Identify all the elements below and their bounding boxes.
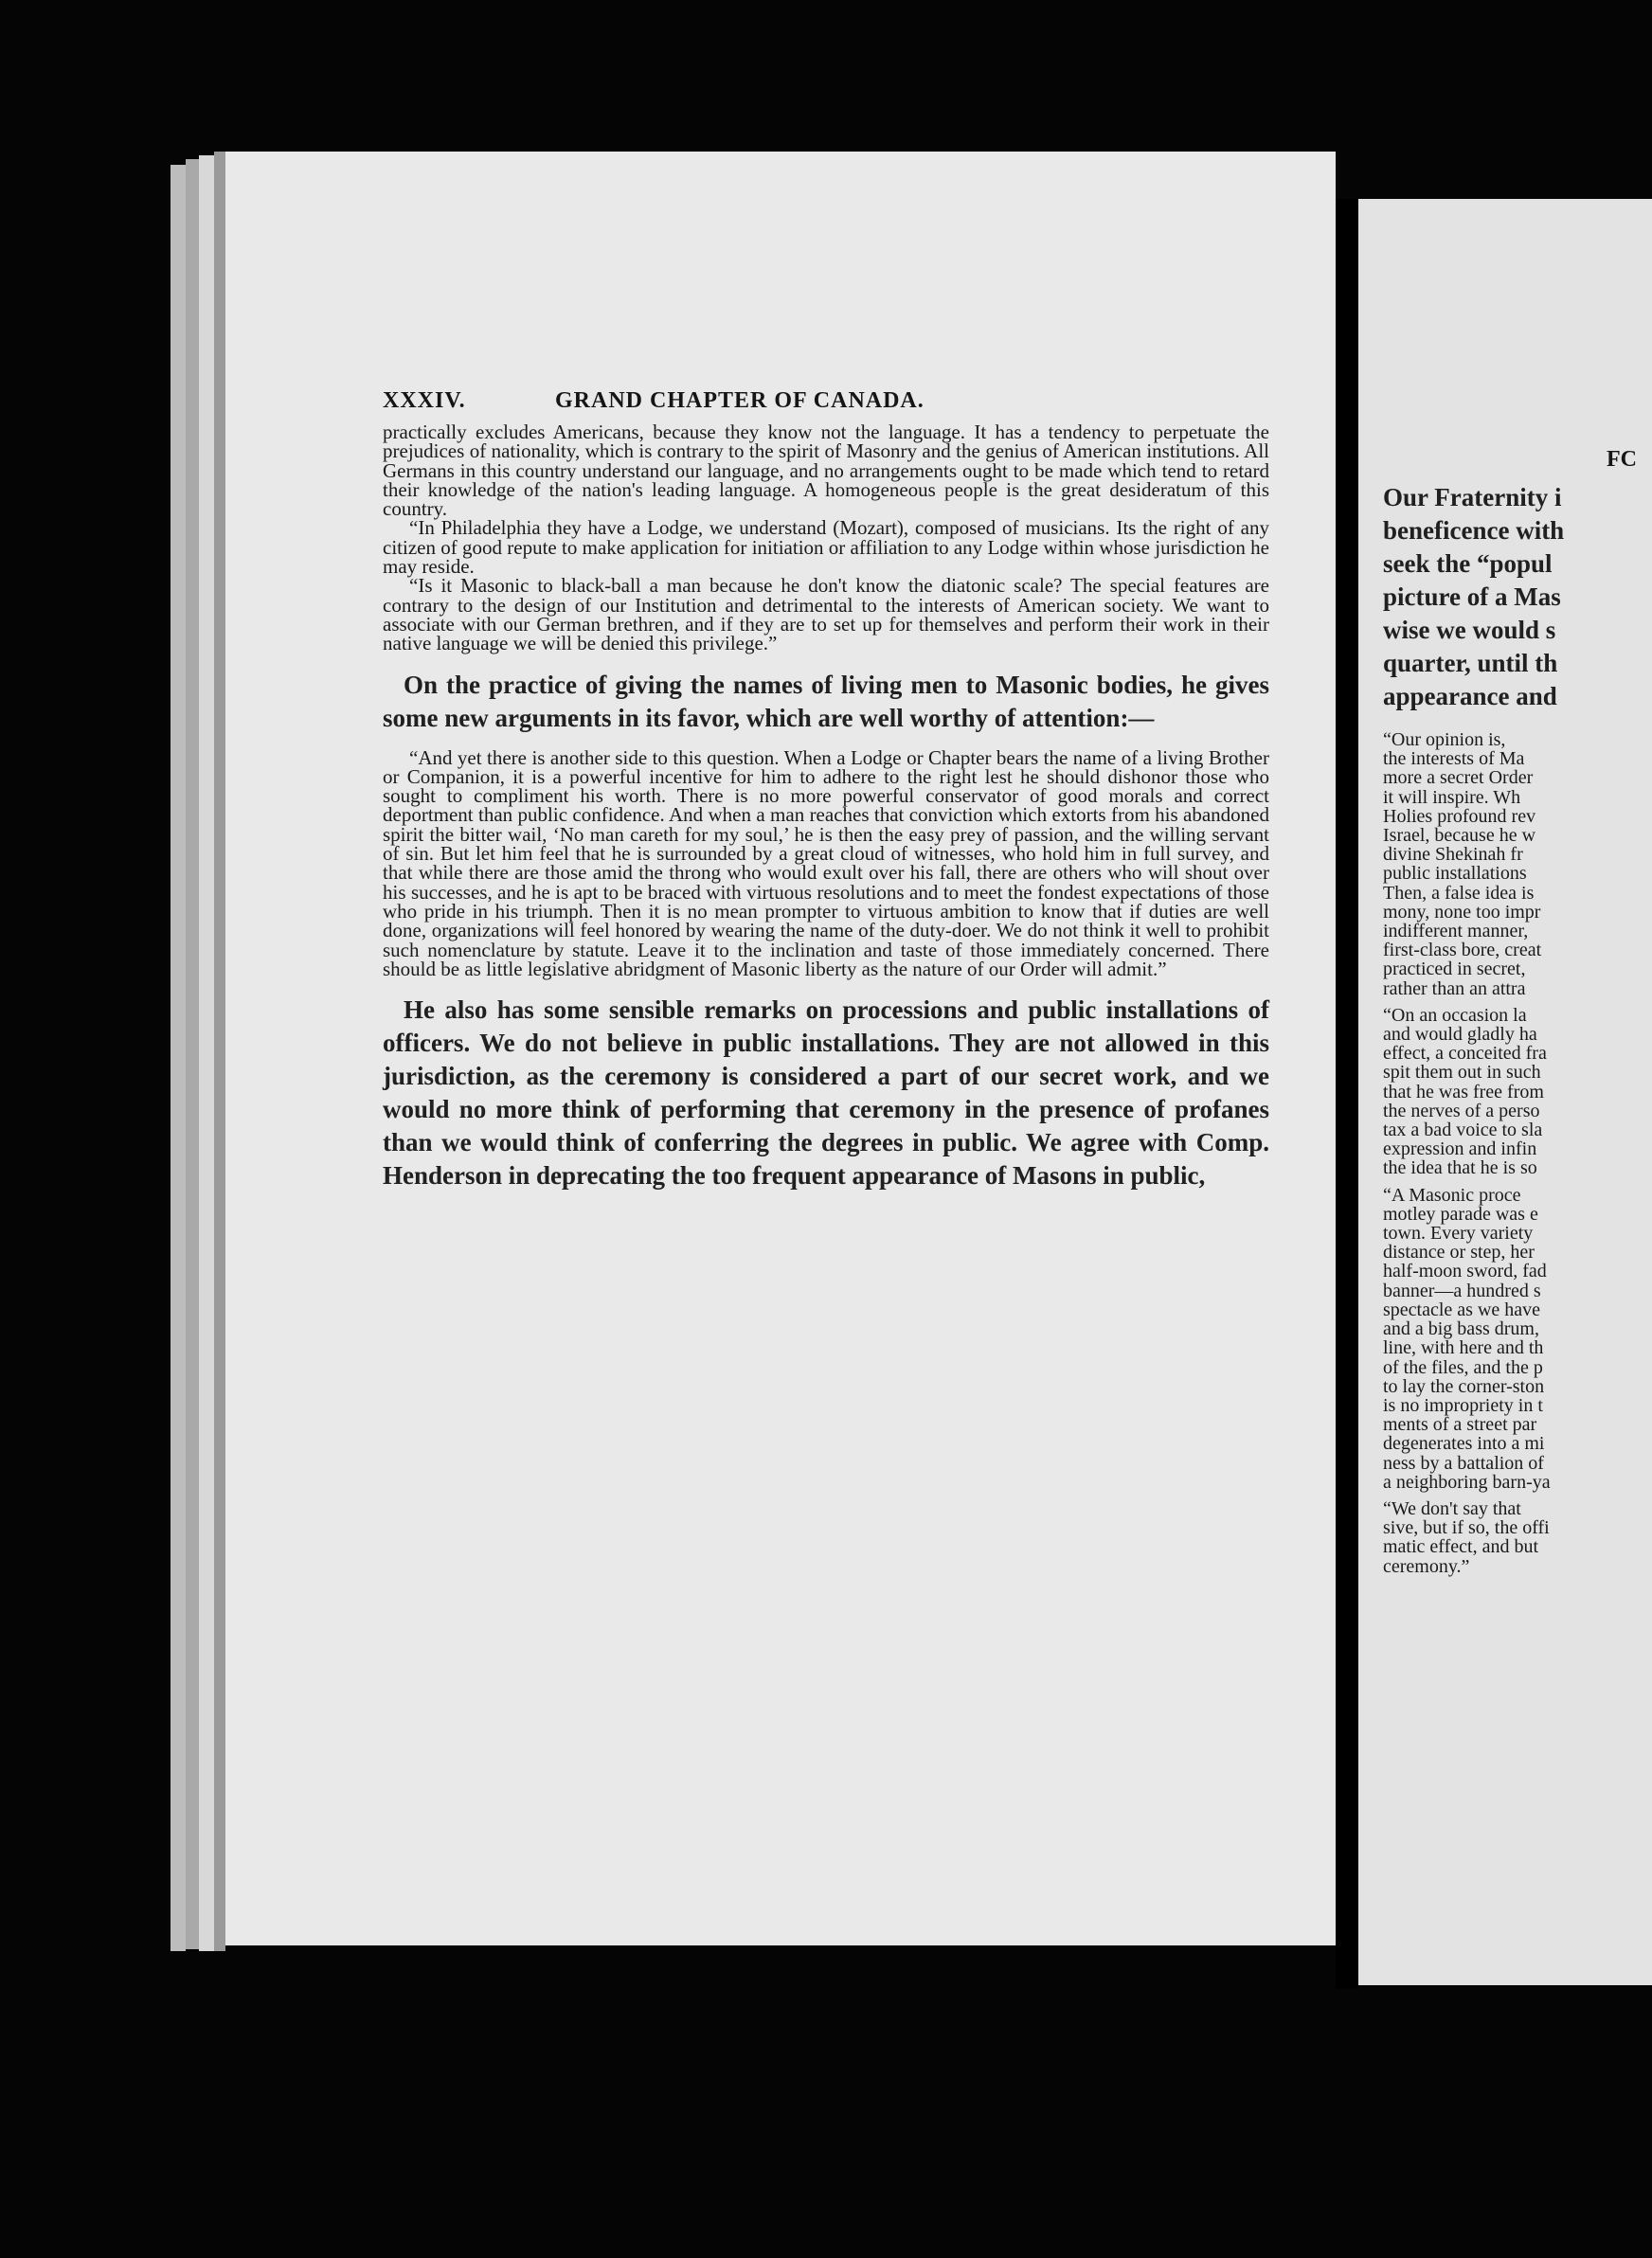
text-line: more a secret Order bbox=[1383, 767, 1534, 789]
block-quote-1 bbox=[383, 422, 1269, 654]
body-paragraph: On the practice of giving the names of living men to Masonic bodies, he gives some new arguments in its favor, which are well worthy of attention:— bbox=[383, 670, 1269, 732]
running-title: GRAND CHAPTER OF CANADA. bbox=[555, 388, 925, 413]
block-quote-2 bbox=[383, 745, 1269, 980]
text-line: “Our opinion is, bbox=[1383, 729, 1506, 750]
text-line: Then, a false idea is bbox=[1383, 882, 1535, 904]
text-line: Holies profound rev bbox=[1383, 805, 1536, 827]
body-paragraph-2 bbox=[383, 994, 1269, 1192]
right-quote-3 bbox=[1383, 1186, 1652, 1492]
text-line: Our Fraternity i bbox=[1383, 483, 1562, 511]
right-quote-1 bbox=[1383, 730, 1652, 998]
text-line: is no impropriety in t bbox=[1383, 1394, 1543, 1416]
book-edge bbox=[214, 152, 225, 1951]
quote-paragraph: “Is it Masonic to black-ball a man because he don't know the diatonic scale? The special features are contrary to the design of our Institution and detrimental to the interests of American society. We want to associate with our German brethren, and if they are to set up for themselves and perform their work in their native language we will be denied this privilege.” bbox=[383, 574, 1269, 655]
right-page-content bbox=[1383, 447, 1652, 1576]
text-line: “On an occasion la bbox=[1383, 1004, 1527, 1026]
text-line: rather than an attra bbox=[1383, 977, 1526, 999]
text-line: and would gladly ha bbox=[1383, 1024, 1537, 1046]
right-running-title: FC bbox=[1607, 447, 1637, 472]
text-line: banner—a hundred s bbox=[1383, 1280, 1541, 1301]
text-line: Israel, because he w bbox=[1383, 825, 1536, 847]
text-line: picture of a Mas bbox=[1383, 582, 1561, 611]
text-line: first-class bore, creat bbox=[1383, 940, 1542, 961]
book-edge bbox=[199, 155, 214, 1951]
text-line: practiced in secret, bbox=[1383, 959, 1526, 980]
text-line: divine Shekinah fr bbox=[1383, 844, 1523, 866]
text-line: “A Masonic proce bbox=[1383, 1184, 1521, 1206]
left-page bbox=[225, 152, 1336, 1945]
text-line: “We don't say that bbox=[1383, 1497, 1521, 1519]
right-body-text bbox=[1383, 481, 1652, 713]
text-line: it will inspire. Wh bbox=[1383, 786, 1521, 808]
text-line: motley parade was e bbox=[1383, 1203, 1538, 1225]
text-line: sive, but if so, the offi bbox=[1383, 1517, 1550, 1539]
text-line: effect, a conceited fra bbox=[1383, 1043, 1547, 1065]
text-line: a neighboring barn-ya bbox=[1383, 1471, 1551, 1493]
page-number: XXXIV. bbox=[383, 388, 466, 413]
running-head bbox=[383, 388, 1273, 421]
text-line: expression and infin bbox=[1383, 1138, 1537, 1160]
right-page bbox=[1358, 199, 1652, 1985]
text-line: degenerates into a mi bbox=[1383, 1433, 1545, 1455]
left-page-content bbox=[332, 388, 1288, 1192]
text-line: and a big bass drum, bbox=[1383, 1318, 1539, 1340]
text-line: line, with here and th bbox=[1383, 1337, 1544, 1359]
text-line: tax a bad voice to sla bbox=[1383, 1120, 1543, 1141]
text-line: appearance and bbox=[1383, 682, 1557, 710]
book-edge bbox=[171, 165, 186, 1951]
text-line: ness by a battalion of bbox=[1383, 1452, 1544, 1474]
text-line: the nerves of a perso bbox=[1383, 1100, 1540, 1121]
body-paragraph: He also has some sensible remarks on processions and public installations of officers. We do not believe in public installations. They are not allowed in this jurisdiction, as the ceremony is considered a part of our secret work, and we would no more think of performing that ceremony in the presence of profanes than we would think of conferring the degrees in public. We agree with Comp. Henderson in deprecating the too frequent appearance of Masons in public, bbox=[383, 995, 1269, 1191]
text-line: the interests of Ma bbox=[1383, 748, 1525, 770]
text-line: ments of a street par bbox=[1383, 1414, 1537, 1436]
text-line: the idea that he is so bbox=[1383, 1157, 1537, 1179]
right-quote-2 bbox=[1383, 1006, 1652, 1178]
text-line: quarter, until th bbox=[1383, 649, 1558, 677]
text-line: mony, none too impr bbox=[1383, 901, 1541, 923]
body-paragraph-1 bbox=[383, 669, 1269, 735]
text-line: half-moon sword, fad bbox=[1383, 1261, 1547, 1282]
text-line: spectacle as we have bbox=[1383, 1299, 1541, 1320]
text-line: seek the “popul bbox=[1383, 549, 1553, 578]
text-line: to lay the corner-ston bbox=[1383, 1375, 1545, 1397]
text-line: that he was free from bbox=[1383, 1081, 1544, 1102]
text-line: public installations bbox=[1383, 863, 1527, 885]
text-line: spit them out in such bbox=[1383, 1062, 1541, 1084]
text-line: beneficence with bbox=[1383, 516, 1565, 545]
text-line: of the files, and the p bbox=[1383, 1356, 1543, 1378]
text-line: town. Every variety bbox=[1383, 1223, 1534, 1245]
book-edge bbox=[186, 159, 199, 1949]
page-gutter bbox=[1336, 199, 1358, 1989]
right-quote-4 bbox=[1383, 1499, 1652, 1576]
text-line: distance or step, her bbox=[1383, 1242, 1535, 1263]
text-line: matic effect, and but bbox=[1383, 1536, 1539, 1558]
text-line: wise we would s bbox=[1383, 616, 1556, 644]
quote-paragraph: practically excludes Americans, because they know not the language. It has a tendency to perpetuate the prejudices of nationality, which is contrary to the spirit of Masonry and the genius of American institutions. All Germans in this country understand our language, and no arrangements ought to be made which tend to retard their knowledge of the nation's leading language. A homogeneous people is the great desideratum of this country. bbox=[383, 421, 1269, 521]
text-line: indifferent manner, bbox=[1383, 921, 1529, 942]
quote-paragraph: “And yet there is another side to this question. When a Lodge or Chapter bears the name of a living Brother or Companion, it is a powerful incentive for him to adhere to the right lest he should dishonor those who sought to compliment his worth. There is no more powerful conservator of good morals and correct deportment than public confidence. And when a man reaches that conviction which extorts from his abandoned spirit the bitter wail, ‘No man careth for my soul,’ he is then the easy prey of passion, and the willing servant of sin. But let him feel that he is surrounded by a great cloud of witnesses, who hold him in full survey, and that while there are those amid the throng who would exult over his fall, there are others who will shout over his successes, and he is apt to be braced with virtuous resolutions and to meet the fondest expectations of those who pride in his triumph. Then it is no mean prompter to virtuous ambition to know that if duties are well done, organizations will feel honored by wearing the name of the duty-doer. We do not think it well to prohibit such nomenclature by statute. Leave it to the inclination and taste of those immediately concerned. There should be as little legislative abridgment of Masonic liberty as the nature of our Order will admit.” bbox=[383, 745, 1269, 980]
text-line: ceremony.” bbox=[1383, 1555, 1470, 1577]
quote-paragraph: “In Philadelphia they have a Lodge, we understand (Mozart), composed of musicians. Its the right of any citizen of good repute to make application for initiation or affiliation to any Lodge within whose jurisdiction he may reside. bbox=[383, 516, 1269, 579]
